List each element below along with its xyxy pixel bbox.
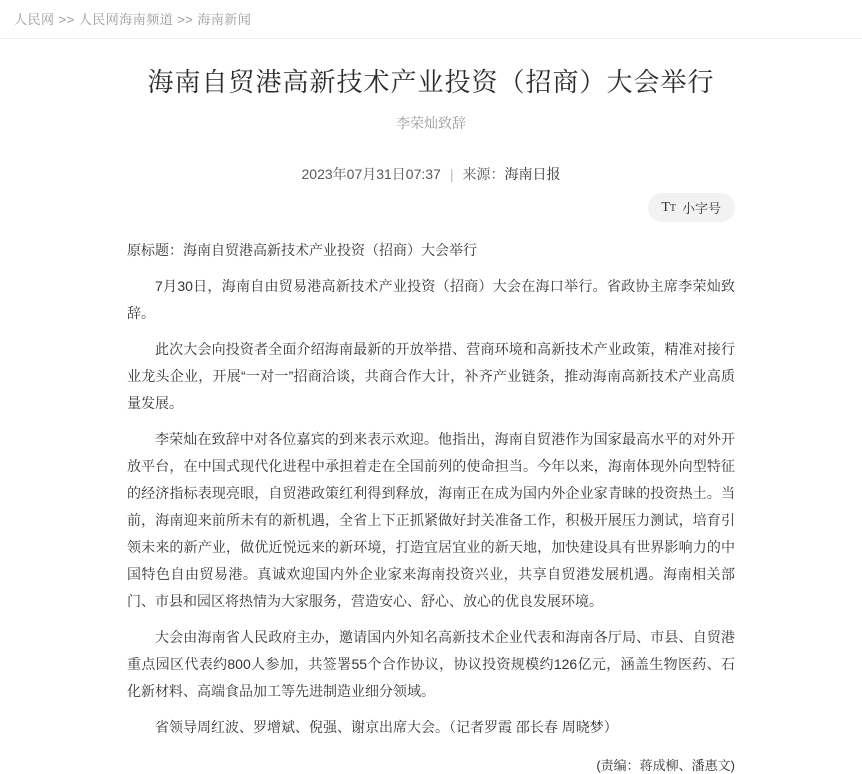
source-name: 海南日报 <box>504 165 561 182</box>
source-label: 来源： <box>462 165 505 182</box>
article-subtitle: 李荣灿致辞 <box>396 114 466 131</box>
breadcrumb-link-peoples-daily[interactable]: 人民网 <box>14 12 55 27</box>
article-toolbar <box>127 193 735 220</box>
breadcrumb-link-hainan-news[interactable]: 海南新闻 <box>197 12 252 27</box>
article-meta <box>127 164 735 184</box>
font-size-icon: TT <box>661 199 676 215</box>
font-size-button[interactable] <box>648 193 735 222</box>
breadcrumb <box>0 0 862 38</box>
original-title-line: 原标题：海南自贸港高新技术产业投资（招商）大会举行 <box>127 241 477 258</box>
meta-separator: | <box>449 165 454 182</box>
article-body <box>127 237 735 741</box>
article-paragraph: 此次大会向投资者全面介绍海南最新的开放举措、营商环境和高新技术产业政策，精准对接行业龙头企业，开展“一对一”招商洽谈，共商合作大计，补齐产业链条，推动海南高新技术产业高质量发展。 <box>127 340 735 411</box>
editors-credit: (责编：蒋成柳、潘惠文) <box>596 757 735 773</box>
breadcrumb-separator: >> <box>177 12 194 27</box>
header-divider <box>0 38 862 39</box>
breadcrumb-link-hainan-channel[interactable]: 人民网海南频道 <box>78 12 174 27</box>
publish-date: 2023年07月31日07:37 <box>301 165 441 182</box>
article-paragraph: 李荣灿在致辞中对各位嘉宾的到来表示欢迎。他指出，海南自贸港作为国家最高水平的对外开放平台，在中国式现代化进程中承担着走在全国前列的使命担当。今年以来，海南体现外向型特征的经济指标表现亮眼，自贸港政策红利得到释放，海南正在成为国内外企业家青睐的投资热土。当前，海南迎来前所未有的新机遇，全省上下正抓紧做好封关准备工作，积极开展压力测试，培育引领未来的新产业，做优近悦远来的新环境，打造宜居宜业的新天地，加快建设具有世界影响力的中国特色自由贸易港。真诚欢迎国内外企业家来海南投资兴业，共享自贸港发展机遇。海南相关部门、市县和园区将热情为大家服务，营造安心、舒心、放心的优良发展环境。 <box>127 430 735 609</box>
font-size-button-label: 小字号 <box>681 200 721 216</box>
article-paragraph: 省领导周红波、罗增斌、倪强、谢京出席大会。（记者罗霞 邵长春 周晓梦） <box>155 718 618 735</box>
article-content <box>127 66 735 774</box>
article-paragraph: 7月30日，海南自由贸易港高新技术产业投资（招商）大会在海口举行。省政协主席李荣灿致辞。 <box>127 277 735 321</box>
article-paragraph: 大会由海南省人民政府主办，邀请国内外知名高新技术企业代表和海南各厅局、市县、自贸港重点园区代表约800人参加，共签署55个合作协议，协议投资规模约126亿元，涵盖生物医药、石化新材料、高端食品加工等先进制造业细分领域。 <box>127 628 735 699</box>
article-title: 海南自贸港高新技术产业投资（招商）大会举行 <box>147 67 715 97</box>
breadcrumb-separator: >> <box>58 12 75 27</box>
